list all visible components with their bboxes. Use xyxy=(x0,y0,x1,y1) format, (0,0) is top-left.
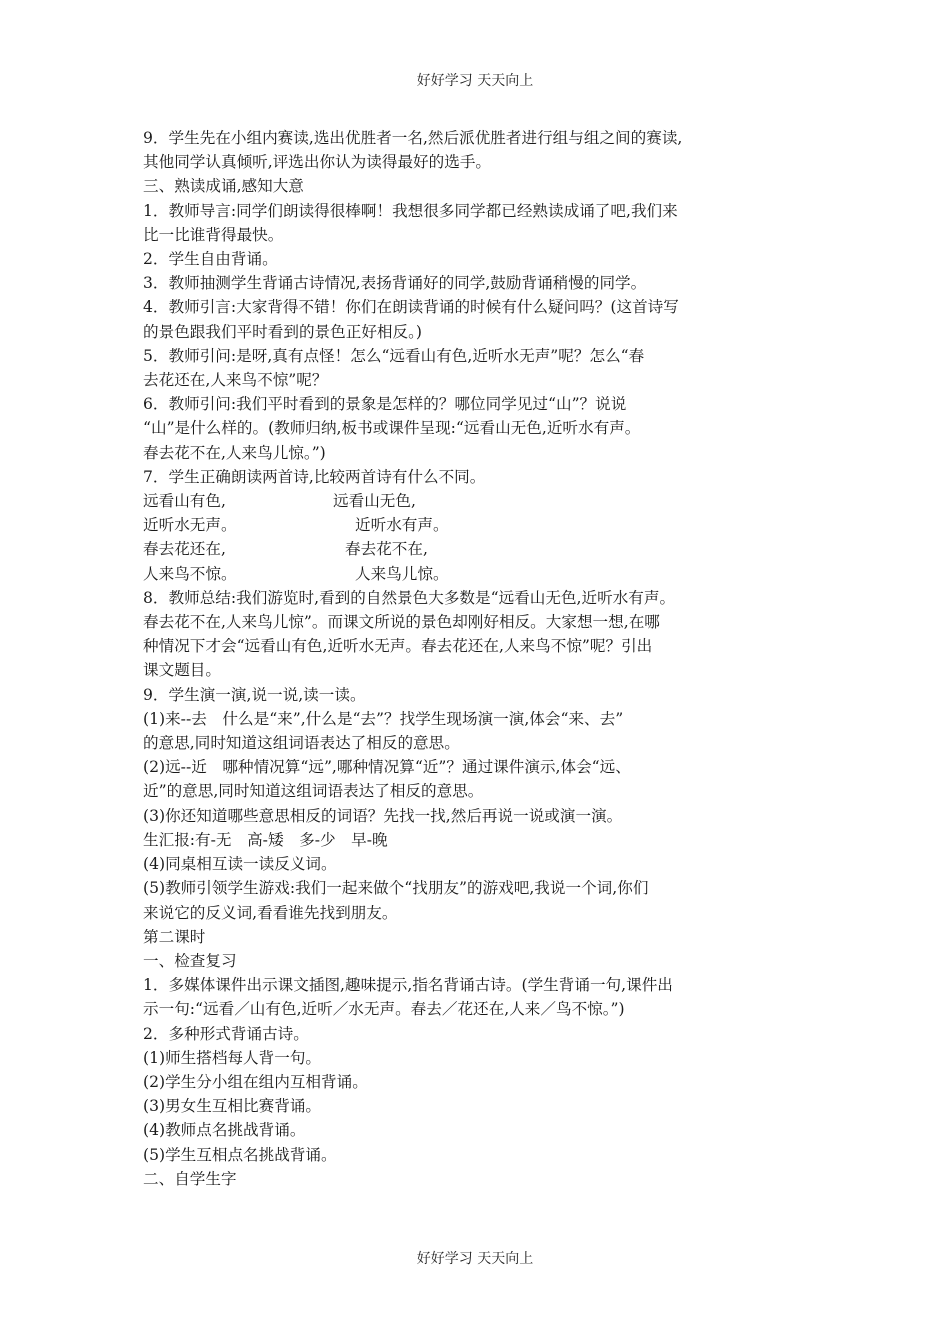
text-line: 种情况下才会“远看山有色,近听水无声。春去花还在,人来鸟不惊”呢？引出 xyxy=(143,637,653,656)
poem-left: 人来鸟不惊。 xyxy=(143,564,237,583)
text-line: 5．教师引问:是呀,真有点怪！怎么“远看山有色,近听水无声”呢？怎么“春 xyxy=(143,346,645,365)
text-line: 的景色跟我们平时看到的景色正好相反。) xyxy=(143,322,422,341)
page-header: 好好学习 天天向上 xyxy=(416,73,534,89)
poem-pair xyxy=(143,513,813,537)
poem-right: 人来鸟儿惊。 xyxy=(355,564,449,583)
text-line: 9．学生先在小组内赛读,选出优胜者一名,然后派优胜者进行组与组之间的赛读, xyxy=(143,129,683,147)
poem-left: 春去花还在, xyxy=(143,540,226,559)
text-line: (2)学生分小组在组内互相背诵。 xyxy=(143,1072,368,1091)
text-line: 其他同学认真倾听,评选出你认为读得最好的选手。 xyxy=(143,153,492,172)
page-footer: 好好学习 天天向上 xyxy=(416,1251,534,1267)
document-body xyxy=(143,126,813,1191)
text-line: (2)远--近 哪种情况算“远”,哪种情况算“近”？通过课件演示,体会“远、 xyxy=(143,758,631,777)
text-line: 1．多媒体课件出示课文插图,趣味提示,指名背诵古诗。(学生背诵一句,课件出 xyxy=(143,976,673,995)
text-line: (5)教师引领学生游戏:我们一起来做个“找朋友”的游戏吧,我说一个词,你们 xyxy=(143,879,649,898)
text-line: 1．教师导言:同学们朗读得很棒啊！我想很多同学都已经熟读成诵了吧,我们来 xyxy=(143,201,678,220)
paragraph-block-2 xyxy=(143,586,813,1191)
text-line: 2．学生自由背诵。 xyxy=(143,250,278,269)
poem-pair xyxy=(143,489,813,513)
text-line: 课文题目。 xyxy=(143,661,221,680)
text-line: 去花还在,人来鸟不惊”呢？ xyxy=(143,371,328,390)
text-line: (1)师生搭档每人背一句。 xyxy=(143,1048,322,1067)
poem-right: 近听水有声。 xyxy=(355,516,449,535)
text-line: 3．教师抽测学生背诵古诗情况,表扬背诵好的同学,鼓励背诵稍慢的同学。 xyxy=(143,274,647,293)
text-line: 7．学生正确朗读两首诗,比较两首诗有什么不同。 xyxy=(143,467,486,486)
text-line: 近”的意思,同时知道这组词语表达了相反的意思。 xyxy=(143,782,484,801)
poem-right: 远看山无色, xyxy=(333,492,416,511)
text-line: 生汇报:有-无 高-矮 多-少 早-晚 xyxy=(143,830,388,849)
text-line: “山”是什么样的。(教师归纳,板书或课件呈现:“远看山无色,近听水有声。 xyxy=(143,419,641,438)
text-line: (3)你还知道哪些意思相反的词语？先找一找,然后再说一说或演一演。 xyxy=(143,806,623,825)
poem-left: 近听水无声。 xyxy=(143,516,237,535)
text-line: (3)男女生互相比赛背诵。 xyxy=(143,1097,322,1116)
text-line: 示一句:“远看／山有色,近听／水无声。春去／花还在,人来／鸟不惊。”) xyxy=(143,1000,625,1019)
text-line: 的意思,同时知道这组词语表达了相反的意思。 xyxy=(143,734,460,753)
text-line: 2．多种形式背诵古诗。 xyxy=(143,1024,309,1043)
text-line: 春去花不在,人来鸟儿惊。”) xyxy=(143,443,326,462)
text-line: 9．学生演一演,说一说,读一读。 xyxy=(143,685,366,704)
text-line: (4)教师点名挑战背诵。 xyxy=(143,1121,306,1140)
text-line: (4)同桌相互读一读反义词。 xyxy=(143,855,337,874)
poem-left: 远看山有色, xyxy=(143,492,226,511)
text-line: 6．教师引问:我们平时看到的景象是怎样的？哪位同学见过“山”？说说 xyxy=(143,395,627,414)
section-heading: 一、检查复习 xyxy=(143,951,237,970)
text-line: 来说它的反义词,看看谁先找到朋友。 xyxy=(143,903,398,922)
poem-pair xyxy=(143,562,813,586)
text-line: (1)来--去 什么是“来”,什么是“去”？找学生现场演一演,体会“来、去” xyxy=(143,709,624,728)
text-line: (5)学生互相点名挑战背诵。 xyxy=(143,1145,337,1164)
lesson-heading: 第二课时 xyxy=(143,927,206,946)
section-heading: 三、熟读成诵,感知大意 xyxy=(143,177,304,196)
poem-right: 春去花不在, xyxy=(345,540,428,559)
text-line: 春去花不在,人来鸟儿惊”。而课文所说的景色却刚好相反。大家想一想,在哪 xyxy=(143,613,660,632)
poem-comparison xyxy=(143,489,813,586)
text-line: 比一比谁背得最快。 xyxy=(143,225,284,244)
poem-pair xyxy=(143,537,813,561)
text-line: 4．教师引言:大家背得不错！你们在朗读背诵的时候有什么疑问吗？(这首诗写 xyxy=(143,298,679,317)
text-line: 8．教师总结:我们游览时,看到的自然景色大多数是“远看山无色,近听水有声。 xyxy=(143,588,676,607)
section-heading: 二、自学生字 xyxy=(143,1169,237,1188)
paragraph-block-1 xyxy=(143,126,813,489)
